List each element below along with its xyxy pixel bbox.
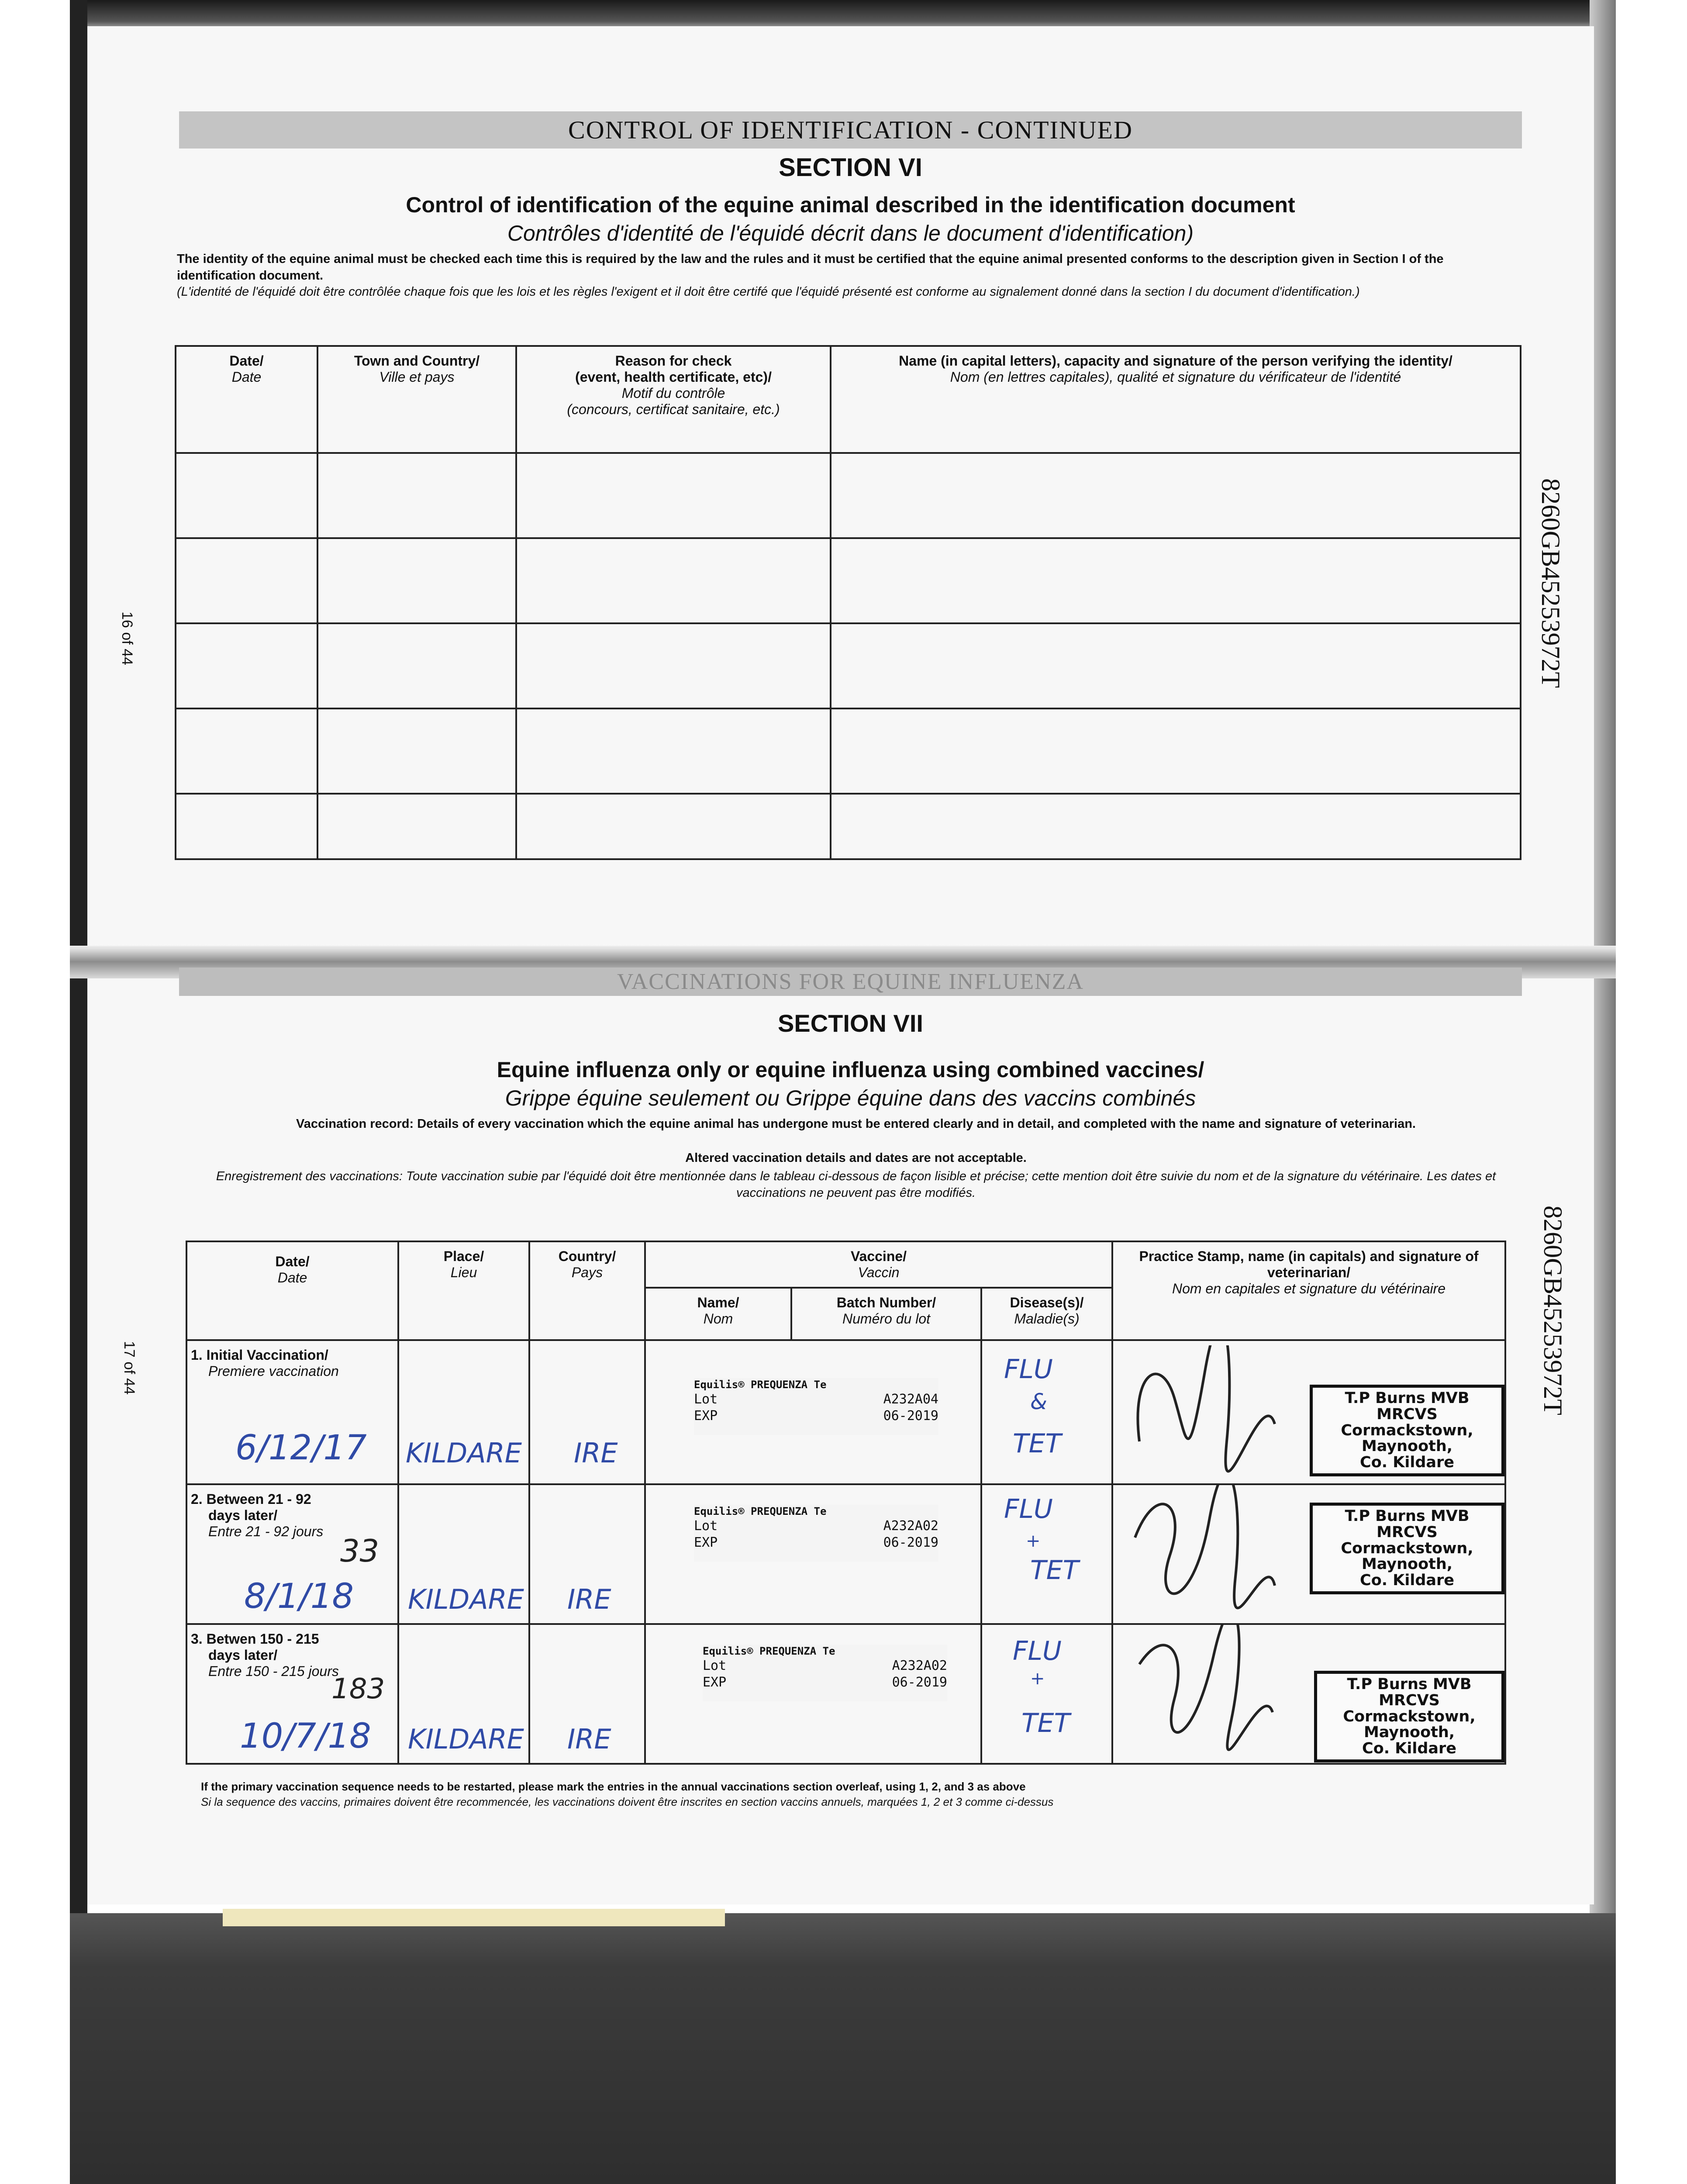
- row3-disease-cell[interactable]: [981, 1624, 1112, 1764]
- section6-title: SECTION VI: [779, 153, 922, 182]
- row3-date: 10/7/18: [240, 1717, 371, 1756]
- row1-stamp-cell[interactable]: [1112, 1340, 1505, 1484]
- row3-disease-b: TET: [1021, 1708, 1070, 1738]
- page-number-16: 16 of 44: [119, 612, 135, 665]
- col-batch-number: Batch Number/ Numéro du lot: [791, 1288, 981, 1340]
- col-vaccine-name: Name/ Nom: [645, 1288, 791, 1340]
- empty-cell[interactable]: [317, 538, 516, 623]
- row3-place-cell[interactable]: [398, 1624, 529, 1764]
- row1-disease-mid: &: [1030, 1389, 1047, 1414]
- row1-vaccine-label-cell[interactable]: [645, 1340, 981, 1484]
- row3-signature: [1122, 1625, 1279, 1756]
- empty-cell[interactable]: [516, 794, 831, 859]
- row2-practice-stamp: T.P Burns MVB MRCVS Cormackstown, Maynooth, Co. Kildare: [1310, 1503, 1504, 1594]
- section7-subtitle-en: Equine influenza only or equine influenza using combined vaccines/: [497, 1057, 1204, 1082]
- row2-disease-mid: +: [1026, 1531, 1041, 1551]
- scan-edge-left: [70, 0, 87, 2184]
- row1-date: 6/12/17: [235, 1428, 367, 1468]
- empty-cell[interactable]: [176, 623, 317, 708]
- empty-cell[interactable]: [317, 794, 516, 859]
- yellow-paper-edge: [223, 1909, 725, 1926]
- row3-stamp-cell[interactable]: [1112, 1624, 1505, 1764]
- row3-place: KILDARE: [408, 1723, 524, 1755]
- empty-cell[interactable]: [317, 708, 516, 794]
- empty-cell[interactable]: [516, 708, 831, 794]
- section7-intro-fr: Enregistrement des vaccinations: Toute vaccination subie par l'équidé doit être mentionnée dans le tableau ci-dessous de façon lisible et précise; cette mention doit être suivie du nom et de la signature du vétérinaire. Les dates et vaccinations ne peuvent pas être modifiés.: [216, 1169, 1496, 1200]
- empty-cell[interactable]: [516, 453, 831, 538]
- col-vaccine: Vaccine/ Vaccin: [645, 1241, 1112, 1288]
- section7-intro-en-2: Altered vaccination details and dates are not acceptable.: [685, 1151, 1027, 1165]
- empty-cell[interactable]: [176, 453, 317, 538]
- row2-country-cell[interactable]: [529, 1484, 645, 1624]
- col-country: Country/ Pays: [529, 1241, 645, 1340]
- col-vacc-date: Date/ Date: [186, 1241, 398, 1340]
- empty-cell[interactable]: [831, 623, 1521, 708]
- row3-label: 3. Betwen 150 - 215: [191, 1631, 319, 1647]
- section6-band: CONTROL OF IDENTIFICATION - CONTINUED: [179, 111, 1522, 149]
- row3-country: IRE: [567, 1723, 611, 1755]
- row3-days: 183: [331, 1673, 385, 1705]
- section6-subtitle-fr: Contrôles d'identité de l'équidé décrit dans le document d'identification): [507, 221, 1194, 245]
- empty-cell[interactable]: [831, 708, 1521, 794]
- vaccination-table: [186, 1241, 1506, 1765]
- col-verifier: Name (in capital letters), capacity and signature of the person verifying the identity/ Nom (en lettres capitales), qualité et signature du vérificateur de l'identité: [831, 346, 1521, 453]
- row3-date-cell[interactable]: [186, 1624, 398, 1764]
- side-id-top: 8260GB45253972T: [1536, 478, 1565, 688]
- section7-footer-en: If the primary vaccination sequence needs to be restarted, please mark the entries in the annual vaccinations section overleaf, using 1, 2, and 3 as above: [201, 1780, 1026, 1793]
- identification-check-table: [175, 345, 1521, 860]
- row1-label: 1. Initial Vaccination/: [191, 1347, 328, 1363]
- row1-country: IRE: [574, 1437, 618, 1469]
- row2-date-cell[interactable]: [186, 1484, 398, 1624]
- empty-cell[interactable]: [831, 794, 1521, 859]
- row3-practice-stamp: T.P Burns MVB MRCVS Cormackstown, Maynooth, Co. Kildare: [1314, 1671, 1504, 1762]
- section6-intro-fr: (L'identité de l'équidé doit être contrôlée chaque fois que les lois et les règles l'exigent et il doit être certifé que l'équidé présenté est conforme au signalement donné dans la section I du document d'identification.): [177, 285, 1360, 299]
- col-date: Date/ Date: [176, 346, 317, 453]
- row1-label-fr: Premiere vaccination: [208, 1363, 339, 1379]
- scanner-bed: [70, 1913, 1616, 2184]
- row1-place-cell[interactable]: [398, 1340, 529, 1484]
- row1-country-cell[interactable]: [529, 1340, 645, 1484]
- page-number-17: 17 of 44: [121, 1341, 138, 1395]
- section6-subtitle-en: Control of identification of the equine animal described in the identification document: [406, 193, 1295, 217]
- section7-band: VACCINATIONS FOR EQUINE INFLUENZA: [179, 968, 1522, 996]
- col-town-country: Town and Country/ Ville et pays: [317, 346, 516, 453]
- row1-disease-a: FLU: [1004, 1354, 1053, 1385]
- empty-cell[interactable]: [176, 538, 317, 623]
- empty-cell[interactable]: [176, 708, 317, 794]
- row2-date: 8/1/18: [244, 1577, 354, 1616]
- empty-cell[interactable]: [831, 538, 1521, 623]
- row2-label-fr: Entre 21 - 92 jours: [208, 1524, 324, 1539]
- row2-label: 2. Between 21 - 92: [191, 1491, 311, 1507]
- row1-disease-cell[interactable]: [981, 1340, 1112, 1484]
- row1-place: KILDARE: [406, 1437, 522, 1469]
- row2-disease-b: TET: [1030, 1555, 1079, 1586]
- row3-vaccine-label-cell[interactable]: [645, 1624, 981, 1764]
- row1-practice-stamp: T.P Burns MVB MRCVS Cormackstown, Maynooth, Co. Kildare: [1310, 1385, 1504, 1476]
- section7-footer-fr: Si la sequence des vaccins, primaires doivent être recommencée, les vaccinations doivent être inscrites en section vaccins annuels, marquées 1, 2 et 3 comme ci-dessus: [201, 1795, 1054, 1808]
- row1-disease-b: TET: [1013, 1428, 1062, 1459]
- col-practice-stamp: Practice Stamp, name (in capitals) and signature of veterinarian/ Nom en capitales et signature du vétérinaire: [1112, 1241, 1505, 1340]
- row3-country-cell[interactable]: [529, 1624, 645, 1764]
- vaccination-row-3: [186, 1624, 1505, 1764]
- section7-intro-en: Vaccination record: Details of every vaccination which the equine animal has undergone must be entered clearly and in detail, and completed with the name and signature of veterinarian.: [296, 1117, 1416, 1131]
- empty-cell[interactable]: [317, 453, 516, 538]
- row1-signature: [1122, 1345, 1279, 1476]
- row2-signature: [1122, 1485, 1279, 1616]
- row2-disease-a: FLU: [1004, 1494, 1053, 1524]
- row2-days: 33: [340, 1533, 379, 1569]
- row2-disease-cell[interactable]: [981, 1484, 1112, 1624]
- col-reason: Reason for check (event, health certificate, etc)/ Motif du contrôle (concours, certificat sanitaire, etc.): [516, 346, 831, 453]
- row2-place: KILDARE: [408, 1583, 524, 1615]
- row2-label-2: days later/: [208, 1507, 278, 1523]
- vaccination-row-2: [186, 1484, 1505, 1624]
- row1-vaccine-sticker: Equilis® PREQUENZA Te Lot A232A04 EXP 06-2019: [694, 1378, 938, 1435]
- vaccination-row-1: [186, 1340, 1505, 1484]
- side-id-bottom: 8260GB45253972T: [1539, 1206, 1567, 1415]
- empty-cell[interactable]: [831, 453, 1521, 538]
- col-disease: Disease(s)/ Maladie(s): [981, 1288, 1112, 1340]
- empty-cell[interactable]: [516, 623, 831, 708]
- empty-cell[interactable]: [317, 623, 516, 708]
- row3-disease-mid: +: [1030, 1669, 1045, 1689]
- row3-disease-a: FLU: [1013, 1636, 1062, 1666]
- empty-cell[interactable]: [516, 538, 831, 623]
- row2-country: IRE: [567, 1583, 611, 1615]
- row2-place-cell[interactable]: [398, 1484, 529, 1624]
- row3-label-2: days later/: [208, 1647, 278, 1663]
- section6-intro-en: The identity of the equine animal must be checked each time this is required by the law and the rules and it must be certified that the equine animal presented conforms to the description given in Section I of the identification document.: [177, 252, 1444, 283]
- section7-subtitle-fr: Grippe équine seulement ou Grippe équine dans des vaccins combinés: [505, 1086, 1196, 1110]
- empty-cell[interactable]: [176, 794, 317, 859]
- row2-vaccine-sticker: Equilis® PREQUENZA Te Lot A232A02 EXP 06-2019: [694, 1505, 938, 1562]
- col-place: Place/ Lieu: [398, 1241, 529, 1340]
- row1-date-cell[interactable]: [186, 1340, 398, 1484]
- row2-stamp-cell[interactable]: [1112, 1484, 1505, 1624]
- section7-title: SECTION VII: [778, 1009, 923, 1037]
- row2-vaccine-label-cell[interactable]: [645, 1484, 981, 1624]
- row3-label-fr: Entre 150 - 215 jours: [208, 1663, 339, 1679]
- row3-vaccine-sticker: Equilis® PREQUENZA Te Lot A232A02 EXP 06-2019: [703, 1645, 947, 1701]
